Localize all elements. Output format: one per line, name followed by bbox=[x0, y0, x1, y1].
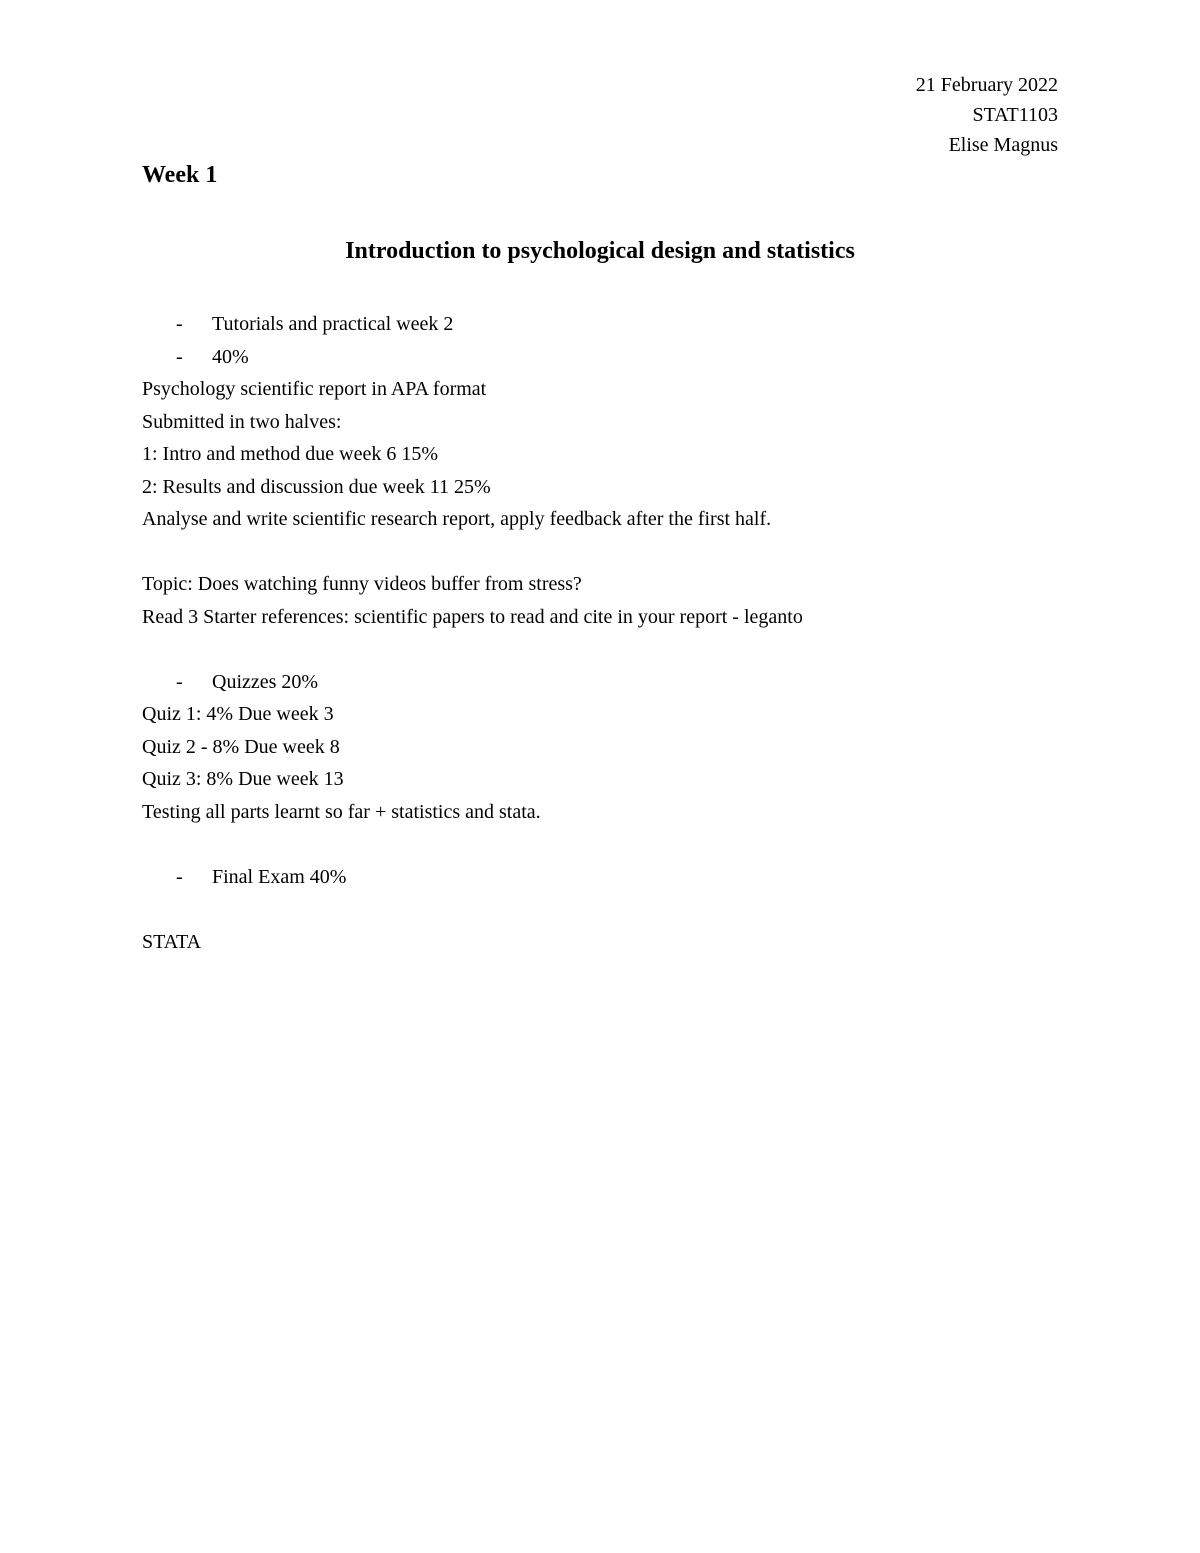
header-date: 21 February 2022 bbox=[915, 74, 1058, 96]
bullet-item bbox=[142, 666, 1092, 699]
text-line: Analyse and write scientific research report, apply feedback after the first half. bbox=[142, 508, 772, 530]
bullet-item bbox=[142, 308, 1092, 341]
text-line: Topic: Does watching funny videos buffer from stress? bbox=[142, 573, 582, 595]
header-course-code: STAT1103 bbox=[972, 104, 1058, 126]
text-line: Quiz 3: 8% Due week 13 bbox=[142, 768, 344, 790]
bullet-item bbox=[142, 341, 1092, 374]
text-line: 2: Results and discussion due week 11 25% bbox=[142, 475, 491, 498]
blank-line bbox=[142, 893, 1092, 926]
bullet-dash: - bbox=[176, 670, 183, 693]
blank-line bbox=[142, 633, 1092, 666]
document-body bbox=[142, 308, 1092, 958]
bullet-dash: - bbox=[176, 345, 183, 368]
text-line: STATA bbox=[142, 930, 202, 953]
text-line: 1: Intro and method due week 6 15% bbox=[142, 443, 439, 465]
header-author: Elise Magnus bbox=[948, 134, 1058, 156]
text-line: Read 3 Starter references: scientific papers to read and cite in your report - leganto bbox=[142, 605, 803, 628]
blank-line bbox=[142, 828, 1092, 861]
bullet-text: Tutorials and practical week 2 bbox=[212, 313, 454, 335]
text-line: Submitted in two halves: bbox=[142, 410, 342, 433]
bullet-text: 40% bbox=[212, 345, 249, 368]
bullet-text: Quizzes 20% bbox=[212, 670, 319, 693]
blank-line bbox=[142, 536, 1092, 569]
week-heading: Week 1 bbox=[142, 162, 218, 188]
bullet-item bbox=[142, 861, 1092, 894]
bullet-text: Final Exam 40% bbox=[212, 865, 347, 888]
bullet-dash: - bbox=[176, 313, 183, 335]
text-line: Quiz 2 - 8% Due week 8 bbox=[142, 735, 340, 758]
document-header bbox=[916, 70, 1058, 160]
text-line: Testing all parts learnt so far + statistics and stata. bbox=[142, 800, 541, 823]
bullet-dash: - bbox=[176, 865, 183, 888]
page-title: Introduction to psychological design and statistics bbox=[345, 238, 855, 264]
text-line: Quiz 1: 4% Due week 3 bbox=[142, 703, 334, 725]
text-line: Psychology scientific report in APA format bbox=[142, 378, 487, 400]
